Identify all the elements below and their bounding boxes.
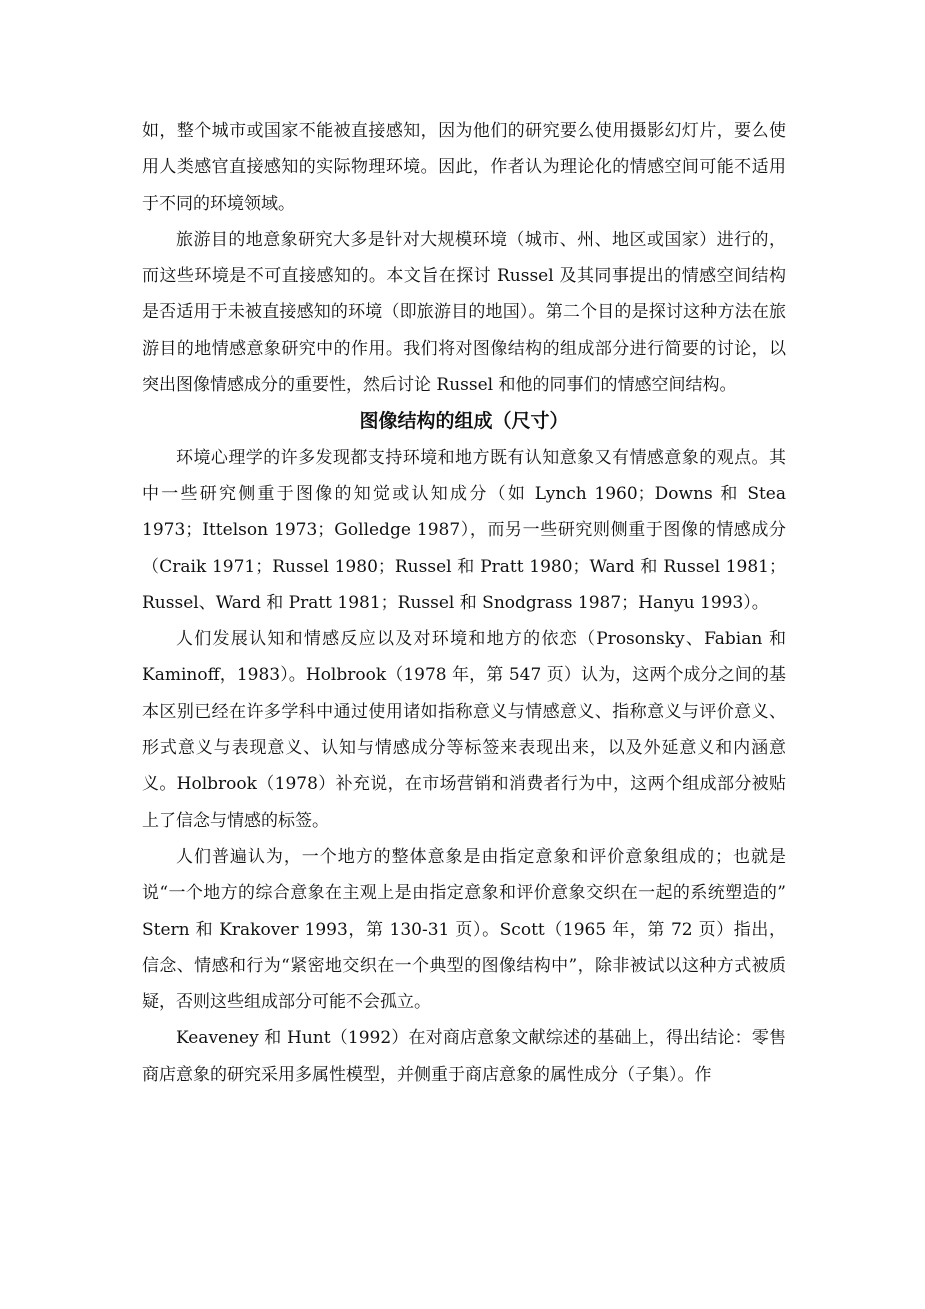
paragraph: Keaveney 和 Hunt（1992）在对商店意象文献综述的基础上，得出结论：零售商店意象的研究采用多属性模型，并侧重于商店意象的属性成分（子集）。作 — [142, 1028, 786, 1085]
section-heading: 图像结构的组成（尺寸） — [359, 410, 569, 433]
paragraph: 人们发展认知和情感反应以及对环境和地方的依恋（Prosonsky、Fabian 和 Kaminoff，1983）。Holbrook（1978 年，第 547 页）认为，这两个成分之间的基本区别已经在许多学科中通过使用诸如指称意义与情感意义、指称意义与评价意义、形式意义与表现意义、认知与情感成分等标签来表现出来，以及外延意义和内涵意义。Holbrook（1978）补充说，在市场营销和消费者行为中，这两个组成部分被贴上了信念与情感的标签。 — [142, 629, 786, 831]
paragraph: 如，整个城市或国家不能被直接感知，因为他们的研究要么使用摄影幻灯片，要么使用人类感官直接感知的实际物理环境。因此，作者认为理论化的情感空间可能不适用于不同的环境领域。 — [142, 121, 786, 214]
document-page — [142, 113, 786, 1093]
paragraph: 旅游目的地意象研究大多是针对大规模环境（城市、州、地区或国家）进行的，而这些环境是不可直接感知的。本文旨在探讨 Russel 及其同事提出的情感空间结构是否适用于未被直接感知的环境（即旅游目的地国）。第二个目的是探讨这种方法在旅游目的地情感意象研究中的作用。我们将对图像结构的组成部分进行简要的讨论，以突出图像情感成分的重要性，然后讨论 Russel 和他的同事们的情感空间结构。 — [142, 229, 786, 396]
paragraph: 环境心理学的许多发现都支持环境和地方既有认知意象又有情感意象的观点。其中一些研究侧重于图像的知觉或认知成分（如 Lynch 1960；Downs 和 Stea 1973；Ittelson 1973；Golledge 1987），而另一些研究则侧重于图像的情感成分（Craik 1971；Russel 1980；Russel 和 Pratt 1980；Ward 和 Russel 1981；Russel、Ward 和 Pratt 1981；Russel 和 Snodgrass 1987；Hanyu 1993）。 — [142, 447, 786, 613]
paragraph: 人们普遍认为，一个地方的整体意象是由指定意象和评价意象组成的；也就是说“一个地方的综合意象在主观上是由指定意象和评价意象交织在一起的系统塑造的” Stern 和 Krakover 1993，第 130-31 页）。Scott（1965 年，第 72 页）指出，信念、情感和行为“紧密地交织在一个典型的图像结构中”，除非被试以这种方式被质疑，否则这些组成部分可能不会孤立。 — [142, 846, 786, 1013]
